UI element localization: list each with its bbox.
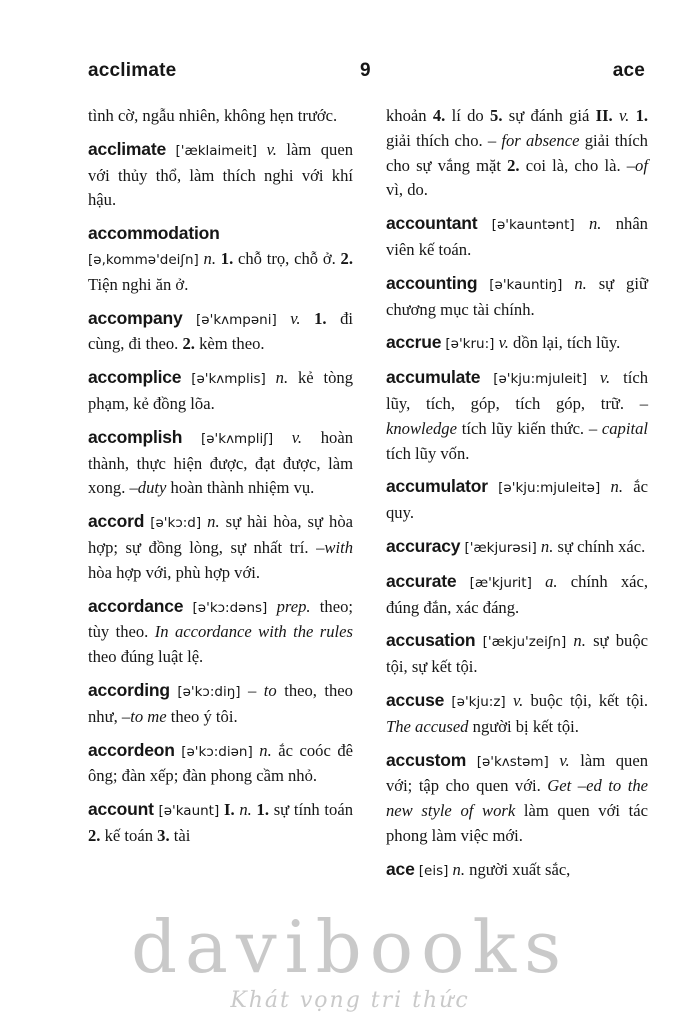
part-of-speech: n. — [275, 368, 289, 388]
pronunciation: [ə'kɔ:dəns] — [192, 599, 268, 616]
dictionary-entry — [386, 211, 648, 263]
sense-number: 5. — [490, 106, 503, 125]
dictionary-entry — [386, 688, 648, 740]
part-of-speech: v. — [619, 106, 630, 125]
headword: accusation — [386, 630, 476, 651]
example-phrase: –duty — [129, 478, 167, 498]
sense-number: 1. — [314, 308, 327, 328]
pronunciation: [ə'kru:] — [445, 336, 495, 353]
headword: accumulator — [386, 476, 488, 497]
definition: tích lũy kiến thức. — [461, 418, 585, 438]
pronunciation: [ə'kɔ:d] — [150, 515, 202, 532]
left-column — [88, 104, 353, 857]
part-of-speech: n. — [588, 214, 602, 234]
definition: tích lũy, tích, góp, tích góp, trữ. — [386, 368, 648, 413]
sense-number: 1. — [256, 800, 269, 820]
definition: giải thích cho. — [386, 130, 483, 150]
dictionary-entry — [88, 678, 353, 730]
pronunciation: [eis] — [418, 862, 449, 879]
definition: kế toán — [104, 825, 153, 845]
guide-word-right: ace — [612, 60, 645, 81]
pronunciation: [æ'kjurit] — [469, 574, 532, 591]
headword: accommodation — [88, 223, 220, 244]
dictionary-entry — [88, 797, 353, 849]
pronunciation: [ə,kommə'deiʃn] — [88, 251, 199, 268]
pronunciation: ['ækjurəsi] — [464, 539, 537, 556]
definition: lí do — [451, 106, 484, 125]
definition: đi cùng, đi theo. — [88, 308, 353, 354]
headword: accountant — [386, 213, 478, 234]
definition: chỗ trọ, chỗ ở. — [238, 248, 336, 268]
dictionary-entry — [386, 748, 648, 849]
definition: làm quen với; tập cho quen với. — [386, 750, 648, 796]
pronunciation: [ə'kɔ:diŋ] — [177, 683, 241, 700]
definition: coi là, cho là. — [525, 155, 621, 175]
dictionary-entry — [88, 594, 353, 670]
example-phrase: – for absence — [487, 130, 580, 150]
headword: accurate — [386, 570, 457, 591]
sense-number: 4. — [432, 106, 446, 125]
pronunciation: [ə'kauntiŋ] — [489, 276, 563, 293]
dictionary-entry — [88, 137, 353, 213]
dictionary-entry — [386, 534, 648, 561]
watermark-tagline: Khát vọng tri thức — [230, 988, 470, 1013]
headword: accomplice — [88, 367, 182, 388]
right-column — [386, 104, 648, 892]
headword: account — [88, 799, 154, 820]
definition: hòa hợp với, phù hợp với. — [88, 562, 260, 582]
part-of-speech: a. — [545, 571, 558, 591]
pronunciation: ['ækju'zeiʃn] — [482, 634, 567, 651]
dictionary-entry — [88, 306, 353, 358]
example-phrase: – to — [248, 680, 277, 700]
headword: accord — [88, 511, 145, 532]
definition: theo, theo như, — [88, 680, 353, 726]
dictionary-entry — [386, 365, 648, 466]
part-of-speech: n. — [203, 248, 216, 268]
pronunciation: ['æklaimeit] — [175, 142, 258, 159]
definition: sự chính xác. — [557, 536, 646, 556]
example-phrase: – capital — [588, 418, 648, 438]
definition: chính xác, đúng đắn, xác đáng. — [386, 571, 648, 617]
definition: sự hài hòa, sự hòa hợp; sự đồng lòng, sự nhất trí. — [88, 512, 353, 557]
definition: sự giữ chương mục tài chính. — [386, 273, 648, 319]
sense-number: 1. — [635, 106, 649, 125]
definition: hoàn thành, thực hiện được, đạt được, làm xong. — [88, 427, 353, 498]
part-of-speech: n. — [573, 631, 586, 651]
definition: tình cờ, ngẫu nhiên, không hẹn trước. — [88, 106, 338, 125]
definition: ắc quy. — [386, 477, 648, 523]
pronunciation: [ə'kʌmpliʃ] — [200, 430, 274, 447]
dictionary-entry — [88, 365, 353, 417]
definition: theo; tùy theo. — [88, 596, 353, 642]
guide-word-left: acclimate — [88, 60, 177, 81]
pronunciation: [ə'kɔ:diən] — [181, 743, 253, 760]
dictionary-entry — [88, 425, 353, 501]
watermark-brand: davibooks — [130, 905, 570, 989]
pronunciation: [ə'kju:mjuleit] — [493, 371, 587, 388]
part-of-speech: n. — [540, 536, 554, 556]
part-of-speech: v. — [498, 333, 509, 353]
sense-roman: II. — [595, 106, 613, 125]
running-header — [88, 60, 645, 90]
part-of-speech: prep. — [276, 596, 311, 616]
pronunciation: [ə'kʌstəm] — [476, 753, 549, 770]
headword: accordance — [88, 595, 184, 616]
part-of-speech: n. — [574, 273, 587, 293]
definition: sự buộc tội, sự kết tội. — [386, 631, 648, 677]
dictionary-entry — [386, 271, 648, 323]
headword: accuse — [386, 689, 445, 710]
definition: làm quen với tác phong làm việc mới. — [386, 801, 648, 845]
definition: kèm theo. — [199, 334, 265, 354]
headword: according — [88, 679, 170, 700]
definition: theo đúng luật lệ. — [88, 647, 204, 667]
example-phrase: –of — [626, 155, 648, 175]
part-of-speech: n. — [239, 800, 252, 820]
part-of-speech: n. — [452, 859, 465, 879]
part-of-speech: v. — [266, 139, 277, 159]
headword: ace — [386, 858, 415, 879]
definition: nhân viên kế toán. — [386, 214, 648, 259]
dictionary-entry — [386, 628, 648, 680]
definition: giải thích cho sự vắng mặt — [386, 130, 648, 175]
headword: accounting — [386, 272, 478, 293]
definition: sự tính toán — [273, 800, 353, 820]
sense-roman: I. — [223, 800, 235, 820]
definition: hoàn thành nhiệm vụ. — [170, 478, 315, 498]
example-phrase: Get –ed to the new style of work — [386, 776, 648, 821]
headword: accomplish — [88, 426, 183, 447]
headword: accrue — [386, 332, 442, 353]
headword: accordeon — [88, 739, 175, 760]
part-of-speech: v. — [291, 427, 303, 447]
pronunciation: [ə'kaunt] — [158, 803, 220, 820]
sense-number: 2. — [340, 248, 353, 268]
pronunciation: [ə'kʌmplis] — [191, 371, 266, 388]
pronunciation: [ə'kauntənt] — [491, 217, 575, 234]
part-of-speech: n. — [207, 512, 220, 532]
definition: làm quen với thủy thổ, làm thích nghi với khí hậu. — [88, 139, 354, 210]
part-of-speech: n. — [610, 477, 623, 497]
dictionary-entry — [386, 104, 648, 203]
definition: dồn lại, tích lũy. — [513, 333, 621, 353]
dictionary-entry — [88, 104, 353, 129]
definition: theo ý tôi. — [170, 706, 238, 726]
definition: người bị kết tội. — [472, 716, 579, 736]
part-of-speech: v. — [290, 308, 301, 328]
definition: ắc coóc đê ông; đàn xếp; đàn phong cầm nhỏ. — [88, 740, 354, 786]
pronunciation: [ə'kju:z] — [451, 693, 506, 710]
page-number: 9 — [360, 60, 371, 81]
pronunciation: [ə'kʌmpəni] — [196, 311, 277, 328]
dictionary-entry — [88, 738, 353, 790]
dictionary-entry — [88, 509, 353, 585]
dictionary-entry — [88, 221, 353, 297]
dictionary-entry — [386, 569, 648, 621]
definition: kẻ tòng phạm, kẻ đồng lõa. — [88, 368, 353, 413]
definition: người xuất sắc, — [469, 859, 571, 879]
part-of-speech: v. — [559, 750, 570, 770]
sense-number: 3. — [157, 825, 170, 845]
definition: Tiện nghi ăn ở. — [88, 274, 189, 294]
dictionary-entry — [386, 474, 648, 526]
definition: vì, do. — [386, 180, 428, 200]
sense-number: 2. — [182, 334, 195, 354]
example-phrase: –knowledge — [386, 393, 648, 438]
headword: accompany — [88, 307, 183, 328]
sense-number: 2. — [88, 825, 101, 845]
definition: tài — [173, 825, 191, 845]
definition: buộc tội, kết tội. — [530, 690, 649, 710]
dictionary-entry — [386, 857, 648, 884]
example-phrase: The accused — [386, 716, 469, 736]
example-phrase: –to me — [121, 706, 167, 726]
part-of-speech: n. — [259, 740, 272, 760]
definition: khoản — [386, 106, 427, 125]
sense-number: 1. — [220, 248, 234, 268]
part-of-speech: v. — [512, 690, 524, 710]
definition: sự đánh giá — [508, 106, 590, 125]
dictionary-entry — [386, 330, 648, 357]
pronunciation: [ə'kju:mjuleitə] — [498, 480, 601, 497]
headword: acclimate — [88, 138, 166, 159]
sense-number: 2. — [507, 155, 520, 175]
definition: tích lũy vốn. — [386, 443, 470, 463]
headword: accustom — [386, 749, 467, 770]
example-phrase: –with — [316, 537, 353, 557]
headword: accumulate — [386, 367, 481, 388]
example-phrase: In accordance with the rules — [154, 622, 353, 642]
headword: accuracy — [386, 535, 461, 556]
part-of-speech: v. — [599, 368, 611, 388]
